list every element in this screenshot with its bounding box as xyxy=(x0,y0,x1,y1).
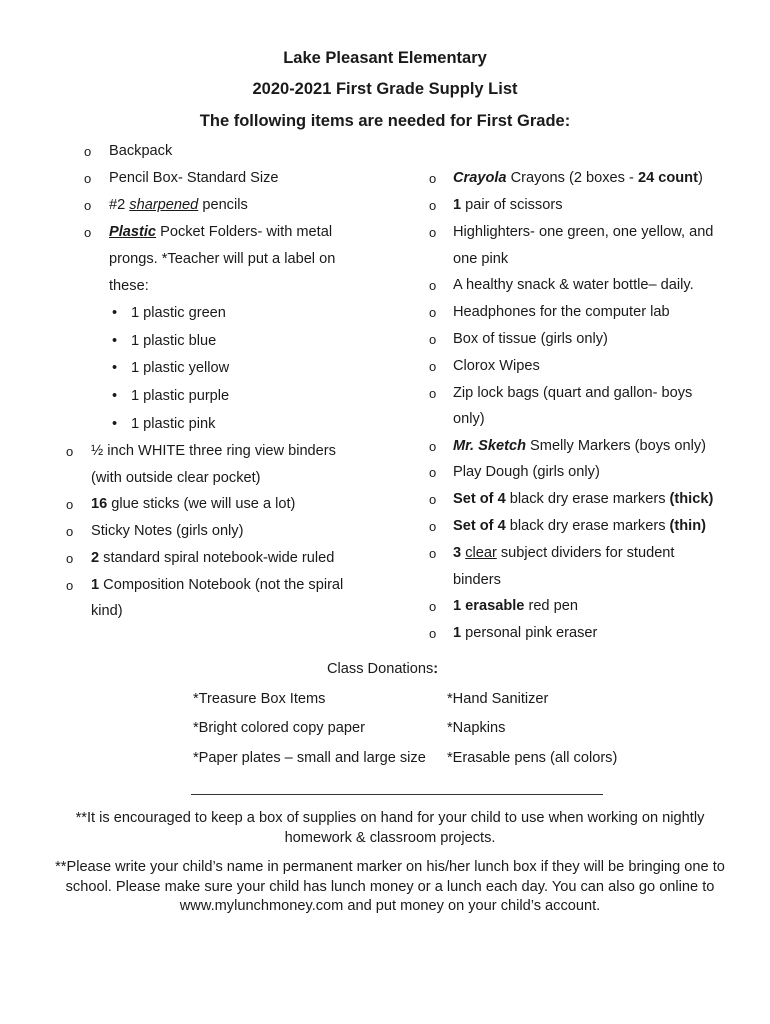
hollow-bullet-icon: o xyxy=(66,551,74,566)
hollow-bullet-icon: o xyxy=(429,599,437,614)
item-wipes: Clorox Wipes xyxy=(453,358,540,374)
item-snack: A healthy snack & water bottle– daily. xyxy=(453,277,694,293)
item-dividers: 3 clear subject dividers for student xyxy=(453,545,675,561)
item-folders-line3: these: xyxy=(109,278,149,294)
solid-bullet-icon: • xyxy=(112,360,118,376)
item-tissue: Box of tissue (girls only) xyxy=(453,331,608,347)
hollow-bullet-icon: o xyxy=(66,578,74,593)
donation-item: *Napkins xyxy=(447,720,506,736)
item-ziplock: Zip lock bags (quart and gallon- boys xyxy=(453,385,693,401)
folder-color: 1 plastic yellow xyxy=(131,360,230,376)
solid-bullet-icon: • xyxy=(112,305,118,321)
donations-heading: Class Donations: xyxy=(327,661,439,677)
item-ziplock-line2: only) xyxy=(453,411,485,427)
hollow-bullet-icon: o xyxy=(66,444,74,459)
hollow-bullet-icon: o xyxy=(429,332,437,347)
hollow-bullet-icon: o xyxy=(429,386,437,401)
item-highlighters-line2: one pink xyxy=(453,251,509,267)
hollow-bullet-icon: o xyxy=(429,465,437,480)
item-folders-line2: prongs. *Teacher will put a label on xyxy=(109,251,336,267)
solid-bullet-icon: • xyxy=(112,333,118,349)
hollow-bullet-icon: o xyxy=(429,439,437,454)
item-binders-line2: (with outside clear pocket) xyxy=(91,470,261,486)
folder-color: 1 plastic pink xyxy=(131,416,216,432)
item-highlighters: Highlighters- one green, one yellow, and xyxy=(453,224,714,240)
item-backpack: Backpack xyxy=(109,143,173,159)
item-markers-thick: Set of 4 black dry erase markers (thick) xyxy=(453,491,714,507)
donation-item: *Hand Sanitizer xyxy=(447,691,549,707)
hollow-bullet-icon: o xyxy=(429,198,437,213)
solid-bullet-icon: • xyxy=(112,388,118,404)
hollow-bullet-icon: o xyxy=(429,171,437,186)
hollow-bullet-icon: o xyxy=(429,225,437,240)
folder-color: 1 plastic blue xyxy=(131,333,217,349)
item-play-dough: Play Dough (girls only) xyxy=(453,464,600,480)
donation-item: *Erasable pens (all colors) xyxy=(447,750,618,766)
solid-bullet-icon: • xyxy=(112,416,118,432)
hollow-bullet-icon: o xyxy=(429,492,437,507)
folder-color: 1 plastic purple xyxy=(131,388,230,404)
hollow-bullet-icon: o xyxy=(66,524,74,539)
item-dividers-line2: binders xyxy=(453,572,501,588)
item-composition-line2: kind) xyxy=(91,603,123,619)
hollow-bullet-icon: o xyxy=(429,359,437,374)
hollow-bullet-icon: o xyxy=(84,198,92,213)
item-composition: 1 Composition Notebook (not the spiral xyxy=(91,577,344,593)
hollow-bullet-icon: o xyxy=(84,225,92,240)
item-binders: ½ inch WHITE three ring view binders xyxy=(91,443,336,459)
donation-item: *Bright colored copy paper xyxy=(193,720,365,736)
note-supplies: **It is encouraged to keep a box of supplies on hand for your child to use when working on nightly homework & classroom projects. xyxy=(75,810,705,846)
list-subtitle: The following items are needed for First Grade: xyxy=(199,112,571,130)
item-markers: Mr. Sketch Smelly Markers (boys only) xyxy=(453,438,707,454)
folder-color: 1 plastic green xyxy=(131,305,226,321)
hollow-bullet-icon: o xyxy=(429,305,437,320)
list-title: 2020-2021 First Grade Supply List xyxy=(252,80,518,98)
item-folders: Plastic Pocket Folders- with metal xyxy=(109,224,333,240)
hollow-bullet-icon: o xyxy=(429,546,437,561)
hollow-bullet-icon: o xyxy=(429,626,437,641)
item-markers-thin: Set of 4 black dry erase markers (thin) xyxy=(453,518,707,534)
hollow-bullet-icon: o xyxy=(429,278,437,293)
item-sticky-notes: Sticky Notes (girls only) xyxy=(91,523,244,539)
donation-item: *Paper plates – small and large size xyxy=(193,750,426,766)
item-headphones: Headphones for the computer lab xyxy=(453,304,670,320)
hollow-bullet-icon: o xyxy=(84,171,92,186)
item-notebooks: 2 standard spiral notebook-wide ruled xyxy=(91,550,335,566)
item-eraser: 1 personal pink eraser xyxy=(453,625,598,641)
divider-line xyxy=(191,794,603,795)
hollow-bullet-icon: o xyxy=(429,519,437,534)
item-glue: 16 glue sticks (we will use a lot) xyxy=(91,496,296,512)
hollow-bullet-icon: o xyxy=(84,144,92,159)
item-pencil-box: Pencil Box- Standard Size xyxy=(109,170,279,186)
item-crayons: Crayola Crayons (2 boxes - 24 count) xyxy=(453,170,703,186)
item-pencils: #2 sharpened pencils xyxy=(109,197,248,213)
item-red-pen: 1 erasable red pen xyxy=(453,598,578,614)
item-scissors: 1 pair of scissors xyxy=(453,197,563,213)
school-name: Lake Pleasant Elementary xyxy=(283,49,487,67)
donation-item: *Treasure Box Items xyxy=(193,691,326,707)
note-lunch: **Please write your child’s name in permanent marker on his/her lunch box if they will be bringing one to school. Please make sure your child has lunch money or a lunch each day. You can also go online to www.mylunchmoney.com and put money on your child’s account. xyxy=(55,859,725,914)
hollow-bullet-icon: o xyxy=(66,497,74,512)
